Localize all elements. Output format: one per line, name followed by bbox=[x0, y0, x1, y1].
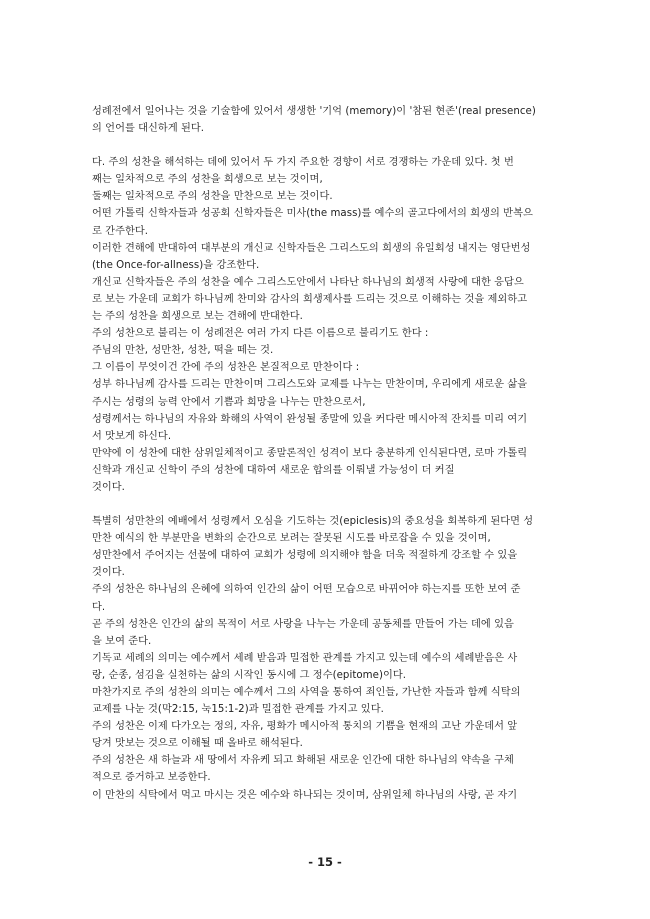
paragraph-gap bbox=[92, 496, 562, 513]
text-line: 기독교 세례의 의미는 예수께서 세례 받음과 밀접한 관계를 가지고 있는데 예수의 세례받음은 사 bbox=[92, 652, 518, 664]
text-line: 다. bbox=[92, 601, 106, 613]
text-line: 는 주의 성찬을 희생으로 보는 견해에 반대한다. bbox=[92, 311, 303, 323]
paragraph-block bbox=[92, 154, 562, 496]
text-line: (the Once-for-allness)을 강조한다. bbox=[92, 259, 260, 271]
text-line: 로 간주한다. bbox=[92, 225, 149, 237]
text-line: 째는 일차적으로 주의 성찬을 희생으로 보는 것이며, bbox=[92, 174, 323, 186]
text-line: 성례전에서 일어나는 것을 기술함에 있어서 생생한 '기억 (memory)이 '참된 현존'(real presence) bbox=[92, 106, 536, 117]
text-line: 주의 성찬은 이제 다가오는 정의, 자유, 평화가 메시아적 통치의 기쁨을 현재의 고난 가운데서 앞 bbox=[92, 721, 518, 733]
text-line: 서 맛보게 하신다. bbox=[92, 430, 172, 442]
text-line: 만약에 이 성찬에 대한 삼위일체적이고 종말론적인 성격이 보다 충분하게 인식된다면, 로마 가톨릭 bbox=[92, 447, 528, 459]
text-line: 주시는 성령의 능력 안에서 기쁨과 희망을 나누는 만찬으로서, bbox=[92, 396, 366, 408]
text-line: 주의 성찬으로 불리는 이 성례전은 여러 가지 다른 이름으로 불리기도 한다 : bbox=[92, 328, 429, 340]
text-line: 성부 하나님께 감사를 드리는 만찬이며 그리스도와 교제를 나누는 만찬이며, 우리에게 새로운 삶을 bbox=[92, 379, 528, 391]
paragraph-gap bbox=[92, 137, 562, 154]
text-line: 것이다. bbox=[92, 481, 125, 493]
paragraph-block bbox=[92, 513, 562, 804]
text-line: 성만찬에서 주어지는 선물에 대하여 교회가 성령에 의지해야 함을 더욱 적절하게 강조할 수 있을 bbox=[92, 550, 518, 562]
text-line: 것이다. bbox=[92, 567, 125, 579]
text-line: 이 만찬의 식탁에서 먹고 마시는 것은 예수와 하나되는 것이며, 삼위일체 하나님의 사랑, 곧 자기 bbox=[92, 789, 518, 801]
text-line: 곧 주의 성찬은 인간의 삶의 목적이 서로 사랑을 나누는 가운데 공동체를 만들어 가는 데에 있음 bbox=[92, 618, 514, 630]
text-line: 둘째는 일차적으로 주의 성찬을 만찬으로 보는 것이다. bbox=[92, 191, 333, 203]
text-line: 만찬 예식의 한 부분만을 변화의 순간으로 보려는 잘못된 시도를 바로잡을 수 있을 것이며, bbox=[92, 533, 491, 545]
text-line: 신학과 개신교 신학이 주의 성찬에 대하여 새로운 합의를 이뤄낼 가능성이 더 커질 bbox=[92, 464, 455, 476]
text-line: 개신교 신학자들은 주의 성찬을 예수 그리스도안에서 나타난 하나님의 희생적 사랑에 대한 응답으 bbox=[92, 276, 524, 288]
text-line: 특별히 성만찬의 예배에서 성령께서 오심을 기도하는 것(epiclesis)의 중요성을 회복하게 된다면 성 bbox=[92, 516, 534, 528]
text-line: 주의 성찬은 새 하늘과 새 땅에서 자유케 되고 화해된 새로운 인간에 대한 하나님의 약속을 구체 bbox=[92, 755, 514, 767]
text-line: 로 보는 가운데 교회가 하나님께 찬미와 감사의 희생제사를 드리는 것으로 이해하는 것을 제외하고 bbox=[92, 293, 528, 305]
text-line: 어떤 가톨릭 신학자들과 성공회 신학자들은 미사(the mass)를 예수의 골고다에서의 희생의 반복으 bbox=[92, 208, 533, 220]
text-line: 주님의 만찬, 성만찬, 성찬, 떡을 떼는 것. bbox=[92, 345, 274, 357]
document-body bbox=[92, 103, 562, 804]
text-line: 적으로 증거하고 보증한다. bbox=[92, 772, 211, 784]
text-line: 성령께서는 하나님의 자유와 화해의 사역이 완성될 종말에 있을 커다란 메시아적 잔치를 미리 여기 bbox=[92, 413, 528, 425]
text-line: 이러한 견해에 반대하여 대부분의 개신교 신학자들은 그리스도의 희생의 유일회성 내지는 영단번성 bbox=[92, 242, 531, 254]
text-line: 주의 성찬은 하나님의 은혜에 의하여 인간의 삶이 어떤 모습으로 바뀌어야 하는지를 또한 보여 준 bbox=[92, 584, 521, 596]
text-line: 다. 주의 성찬을 해석하는 데에 있어서 두 가지 주요한 경향이 서로 경쟁하는 가운데 있다. 첫 번 bbox=[92, 157, 514, 169]
text-line: 마찬가지로 주의 성찬의 의미는 예수께서 그의 사역을 통하여 죄인들, 가난한 자들과 함께 식탁의 bbox=[92, 687, 521, 698]
text-line: 당겨 맛보는 것으로 이해될 때 올바로 해석된다. bbox=[92, 738, 303, 750]
text-line: 교제를 나눈 것(막2:15, 눅15:1-2)과 밀접한 관계를 가지고 있다. bbox=[92, 704, 384, 716]
page-number: - 15 - bbox=[308, 855, 342, 869]
text-line: 랑, 순종, 섬김을 실천하는 삶의 시작인 동시에 그 정수(epitome)이다. bbox=[92, 669, 407, 681]
text-line: 을 보여 준다. bbox=[92, 635, 152, 647]
paragraph-block bbox=[92, 103, 562, 137]
text-line: 의 언어를 대신하게 된다. bbox=[92, 123, 205, 135]
text-line: 그 이름이 무엇이건 간에 주의 성찬은 본질적으로 만찬이다 : bbox=[92, 362, 360, 374]
